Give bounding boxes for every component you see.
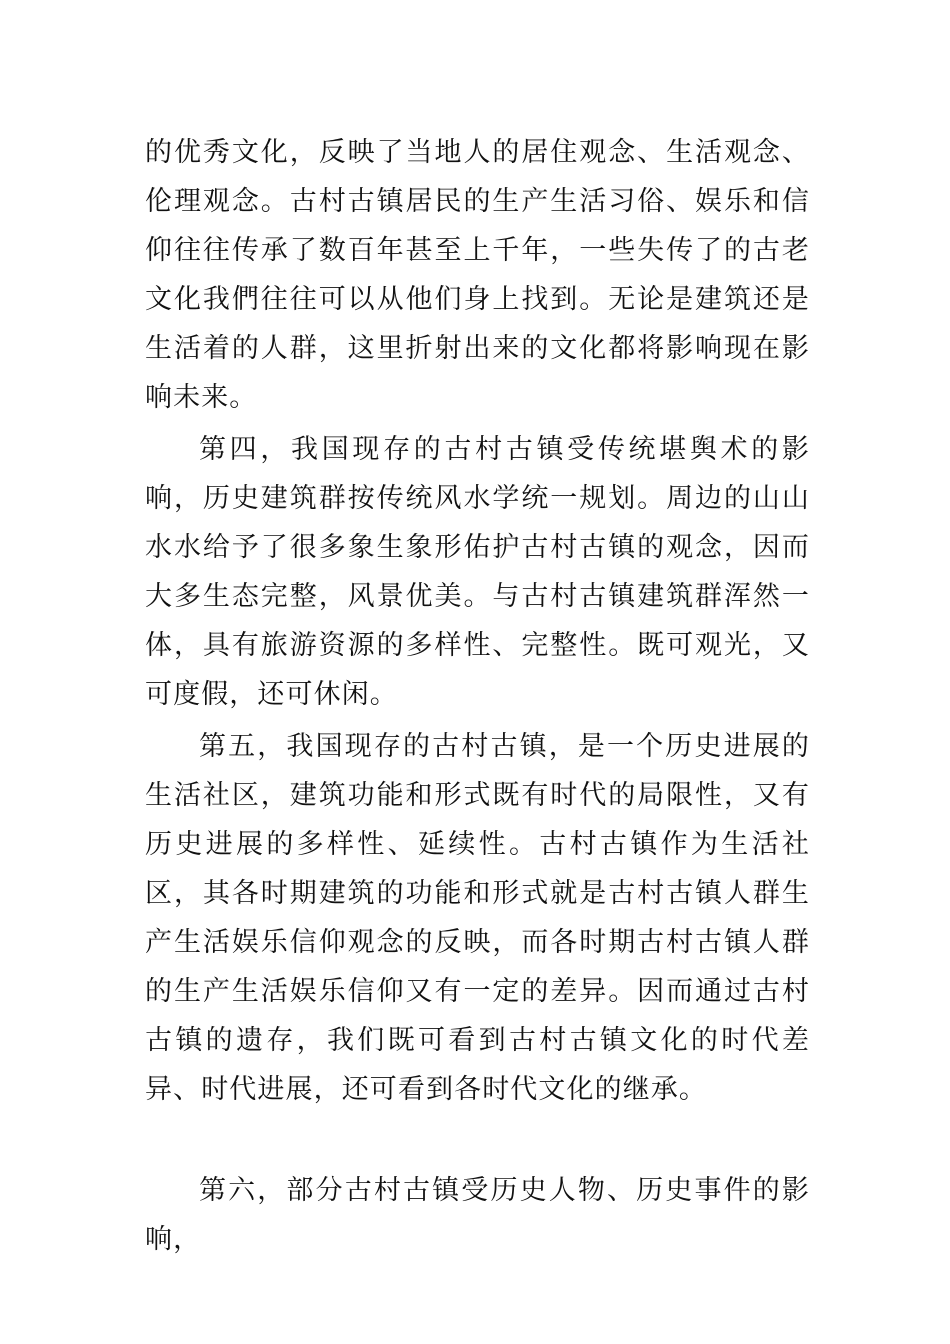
continued-paragraph: 的优秀文化，反映了当地人的居住观念、生活观念、伦理观念。古村古镇居民的生产生活习俗、娱乐和信仰往往传承了数百年甚至上千年，一些失传了的古老文化我們往往可以从他们身上找到。无论是建筑还是生活着的人群，这里折射出来的文化都将影响现在影响未来。 bbox=[145, 137, 810, 413]
fifth-point-paragraph: 第五，我国现存的古村古镇，是一个历史进展的生活社区，建筑功能和形式既有时代的局限性，又有历史进展的多样性、延续性。古村古镇作为生活社区，其各时期建筑的功能和形式就是古村古镇人群生产生活娱乐信仰观念的反映，而各时期古村古镇人群的生产生活娱乐信仰又有一定的差异。因而通过古村古镇的遗存，我们既可看到古村古镇文化的时代差异、时代进展，还可看到各时代文化的继承。 bbox=[145, 731, 810, 1105]
fourth-point-paragraph: 第四，我国现存的古村古镇受传统堪舆术的影响，历史建筑群按传统风水学统一规划。周边的山山水水给予了很多象生象形佑护古村古镇的观念，因而大多生态完整，风景优美。与古村古镇建筑群浑然一体，具有旅游资源的多样性、完整性。既可观光，又可度假，还可休闲。 bbox=[145, 434, 810, 710]
sixth-point-paragraph: 第六，部分古村古镇受历史人物、历史事件的影响， bbox=[145, 1175, 810, 1255]
